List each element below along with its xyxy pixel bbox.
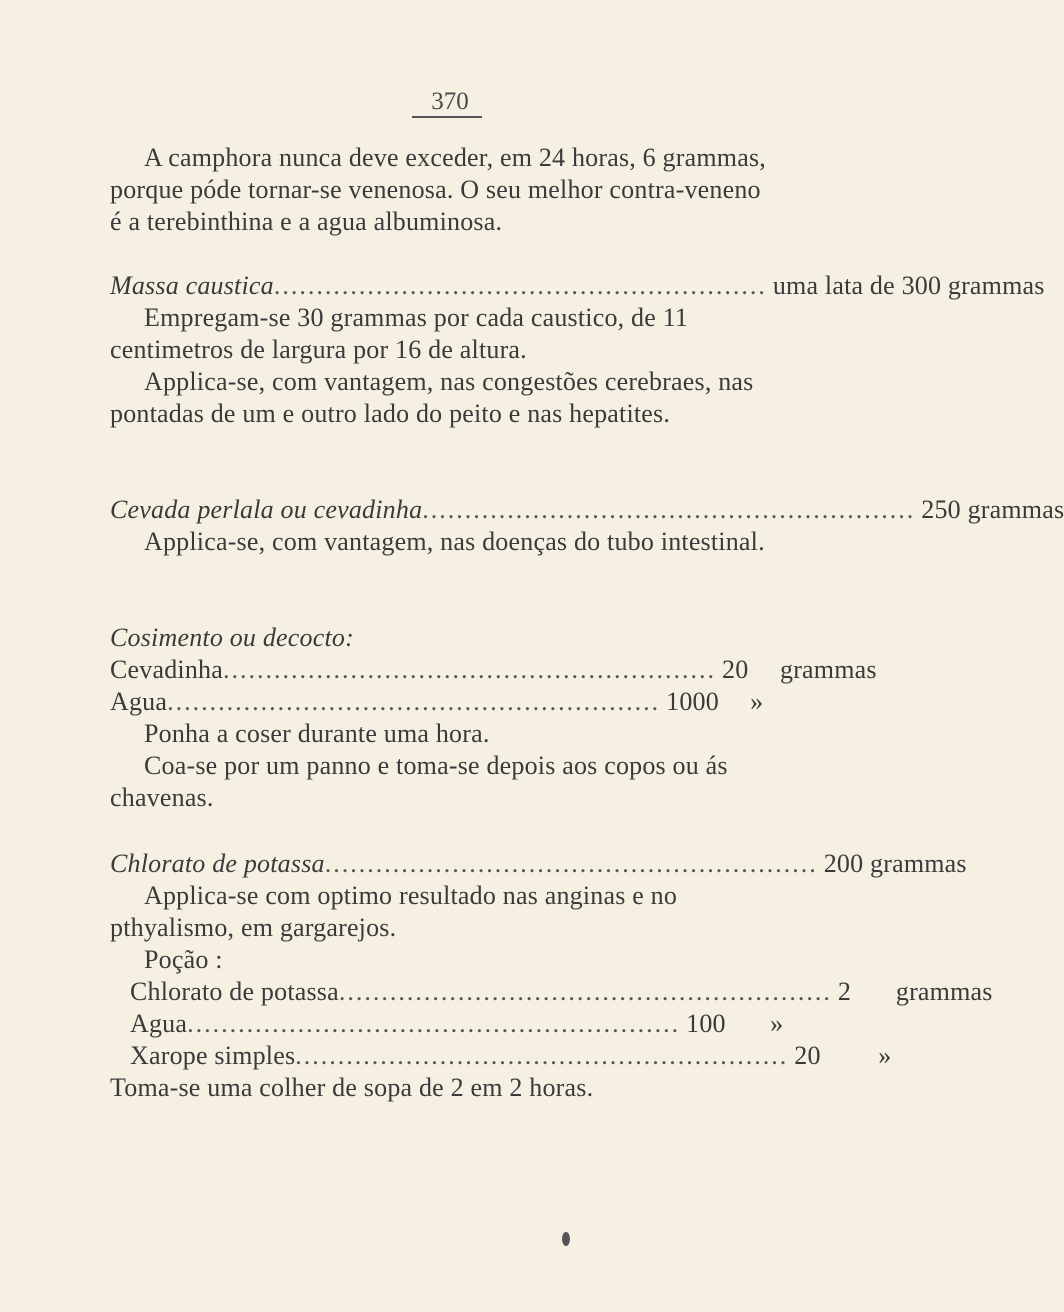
ingredient-unit: grammas [895,977,993,1006]
recipe-row-agua [110,686,770,718]
leader-dots: .......................................................... [223,655,716,684]
leader-dots: .......................................................... [295,1041,789,1070]
ingredient-qty: 2 [837,977,852,1006]
pocao-dose: Toma-se uma colher de sopa de 2 em 2 horas. [110,1073,594,1102]
ingredient-unit: grammas [780,655,877,684]
ingredient-name: Agua [130,1009,188,1038]
cevada-amount: 250 grammas [921,495,1064,524]
recipe-row-cevadinha [110,654,877,686]
massa-caustica-entry [110,270,1045,302]
chlorato-entry [110,848,967,880]
ingredient-name: Agua [110,687,168,716]
leader-dots: .......................................................... [187,1009,681,1038]
ditto-mark: » [770,1009,784,1038]
massa-caustica-section [110,270,1045,430]
ingredient-qty: 20 [722,655,749,684]
massa-caustica-application: Applica-se, com vantagem, nas congestões cerebraes, nas pontadas de um e outro lado do peito e nas hepatites. [110,367,754,428]
cevada-name: Cevada perlala ou cevadinha [110,495,423,524]
ditto-mark: » [878,1041,892,1070]
recipe-row-agua [130,1008,784,1040]
leader-dots: .......................................................... [324,849,818,878]
leader-dots: .......................................................... [338,977,832,1006]
ingredient-qty: 20 [794,1041,821,1070]
camphora-text: A camphora nunca deve exceder, em 24 horas, 6 grammas, porque póde tornar-se venenosa. O seu melhor contra-veneno é a terebinthina e a agua albuminosa. [110,143,766,236]
massa-caustica-usage: Empregam-se 30 grammas por cada caustico, de 11 centimetros de largura por 16 de altura. [110,303,689,364]
leader-dots: .......................................................... [422,495,916,524]
chlorato-amount: 200 grammas [823,849,967,878]
ditto-mark: » [750,687,764,716]
recipe-row-xarope [130,1040,892,1072]
ink-spot [562,1232,570,1246]
ingredient-name: Xarope simples [130,1041,296,1070]
cosimento-section [110,622,877,814]
chlorato-section [110,848,993,1104]
cosimento-instruction: Ponha a coser durante uma hora. [144,719,490,748]
ingredient-qty: 100 [686,1009,726,1038]
page-number: 370 [431,88,469,115]
massa-caustica-name: Massa caustica [110,271,274,300]
cevada-application: Applica-se, com vantagem, nas doenças do tubo intestinal. [144,527,765,556]
cosimento-serving: Coa-se por um panno e toma-se depois aos copos ou ás chavenas. [110,751,728,812]
cevada-entry [110,494,1064,526]
chlorato-application: Applica-se com optimo resultado nas anginas e no pthyalismo, em gargarejos. [110,881,678,942]
cosimento-heading: Cosimento ou decocto: [110,623,354,652]
chlorato-name: Chlorato de potassa [110,849,325,878]
leader-dots: .......................................................... [167,687,661,716]
leader-dots: .......................................................... [273,271,767,300]
cevada-section [110,494,1064,558]
page-number-underline [412,116,482,118]
camphora-paragraph [110,142,770,238]
recipe-row-chlorato [130,976,993,1008]
pocao-heading: Poção : [144,945,223,974]
pocao-recipe [110,976,993,1072]
ingredient-name: Cevadinha [110,655,223,684]
massa-caustica-amount: uma lata de 300 grammas [772,271,1045,300]
ingredient-qty: 1000 [666,687,719,716]
ingredient-name: Chlorato de potassa [130,977,339,1006]
